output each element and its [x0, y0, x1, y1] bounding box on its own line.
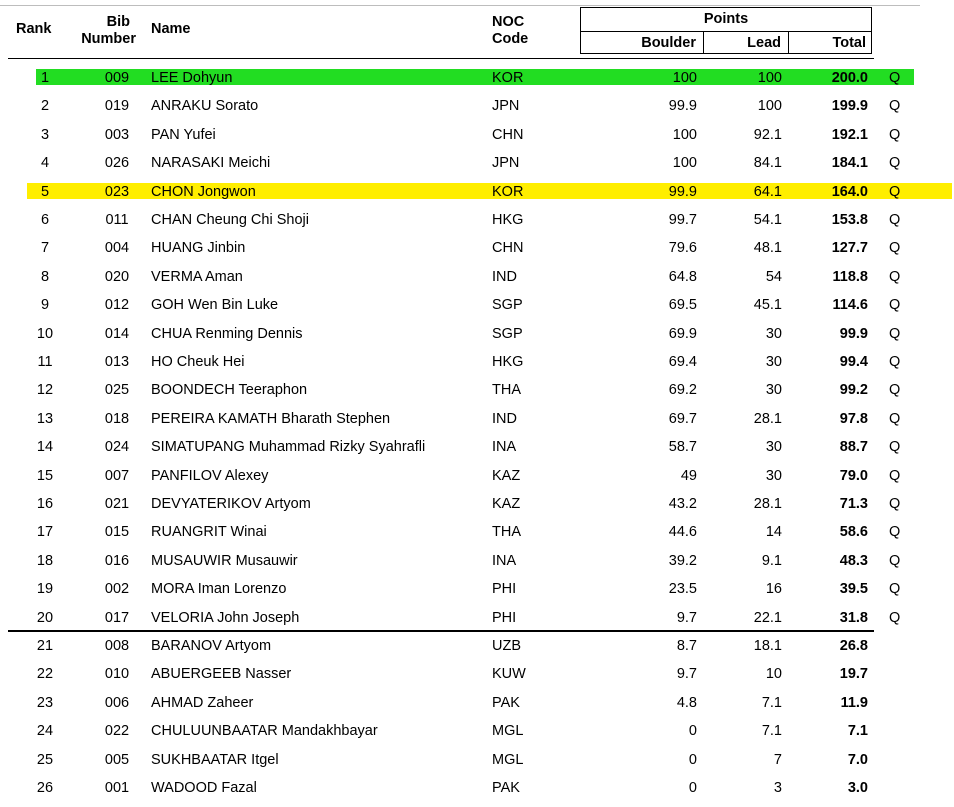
bib-cell: 022 — [104, 723, 130, 740]
table-row — [0, 353, 954, 371]
qualified-mark: Q — [889, 552, 901, 569]
qualified-mark: Q — [889, 155, 901, 172]
total-points: 200.0 — [831, 70, 868, 86]
rank-cell: 9 — [40, 297, 50, 314]
bib-cell: 025 — [104, 382, 130, 399]
table-row — [0, 325, 954, 343]
table-row — [0, 637, 954, 655]
bib-cell: 009 — [104, 70, 130, 86]
total-points: 88.7 — [839, 439, 868, 456]
noc-code: SGP — [492, 325, 523, 342]
lead-points: 7 — [773, 751, 782, 768]
noc-code: MGL — [492, 723, 524, 740]
header-rank: Rank — [16, 21, 52, 37]
noc-code: IND — [492, 410, 517, 427]
lead-points: 7.1 — [761, 694, 782, 711]
table-row — [0, 268, 954, 286]
lead-points: 30 — [765, 439, 782, 456]
rank-cell: 1 — [40, 70, 50, 86]
athlete-name: ABUERGEEB Nasser — [151, 666, 292, 683]
athlete-name: AHMAD Zaheer — [151, 694, 254, 711]
athlete-name: BOONDECH Teeraphon — [151, 382, 308, 399]
table-row — [0, 410, 954, 428]
bib-cell: 008 — [104, 638, 130, 654]
total-points: 7.0 — [847, 751, 868, 768]
lead-points: 64.1 — [753, 183, 782, 200]
total-points: 99.4 — [839, 354, 868, 370]
total-points: 199.9 — [831, 98, 868, 115]
qualified-mark: Q — [889, 98, 901, 115]
header-boulder: Boulder — [641, 35, 696, 51]
bib-cell: 007 — [104, 467, 130, 484]
boulder-points: 43.2 — [668, 496, 697, 512]
total-points: 39.5 — [839, 581, 868, 598]
rank-cell: 23 — [36, 694, 54, 711]
noc-code: THA — [492, 524, 521, 541]
boulder-points: 9.7 — [676, 609, 697, 626]
rank-cell: 21 — [36, 638, 54, 654]
boulder-points: 49 — [680, 467, 697, 484]
bib-cell: 003 — [104, 126, 130, 143]
lead-points: 30 — [765, 467, 782, 484]
athlete-name: WADOOD Fazal — [151, 780, 257, 796]
bib-cell: 018 — [104, 410, 130, 427]
noc-code: KUW — [492, 666, 526, 683]
rank-cell: 20 — [36, 609, 54, 626]
boulder-points: 39.2 — [668, 552, 697, 569]
bib-cell: 017 — [104, 609, 130, 626]
bib-cell: 014 — [104, 325, 130, 342]
boulder-points: 58.7 — [668, 439, 697, 456]
boulder-points: 0 — [688, 751, 697, 768]
top-rule — [0, 5, 920, 6]
points-col-divider-1 — [703, 31, 704, 53]
boulder-points: 100 — [672, 126, 697, 143]
noc-code: HKG — [492, 212, 524, 228]
total-points: 127.7 — [831, 240, 868, 257]
noc-code: KAZ — [492, 496, 521, 512]
bib-cell: 013 — [104, 354, 130, 370]
table-row — [0, 609, 954, 627]
boulder-points: 44.6 — [668, 524, 697, 541]
boulder-points: 0 — [688, 780, 697, 796]
table-row — [0, 126, 954, 144]
header-points: Points — [703, 11, 749, 27]
lead-points: 92.1 — [753, 126, 782, 143]
bib-cell: 019 — [104, 98, 130, 115]
table-row — [0, 438, 954, 456]
athlete-name: CHON Jongwon — [151, 183, 256, 200]
noc-code: PAK — [492, 780, 520, 796]
total-points: 153.8 — [831, 212, 868, 228]
total-points: 99.9 — [839, 325, 868, 342]
header-noc — [492, 14, 528, 48]
lead-points: 30 — [765, 325, 782, 342]
qualified-mark: Q — [889, 297, 901, 314]
qualified-mark: Q — [889, 524, 901, 541]
athlete-name: MORA Iman Lorenzo — [151, 581, 287, 598]
athlete-name: PEREIRA KAMATH Bharath Stephen — [151, 410, 391, 427]
header-noc-line1: NOC — [492, 14, 525, 30]
bib-cell: 006 — [104, 694, 130, 711]
rank-cell: 11 — [37, 354, 53, 370]
qualified-mark: Q — [889, 126, 901, 143]
boulder-points: 9.7 — [676, 666, 697, 683]
qualified-mark: Q — [889, 268, 901, 285]
bib-cell: 010 — [104, 666, 130, 683]
table-row — [0, 211, 954, 229]
qualified-mark: Q — [889, 410, 901, 427]
rank-cell: 26 — [36, 780, 54, 796]
table-row — [0, 779, 954, 797]
qualified-mark: Q — [889, 382, 901, 399]
table-row — [0, 523, 954, 541]
noc-code: PHI — [492, 581, 517, 598]
total-points: 71.3 — [839, 496, 868, 512]
athlete-name: HUANG Jinbin — [151, 240, 246, 257]
rank-cell: 4 — [40, 155, 50, 172]
total-points: 58.6 — [839, 524, 868, 541]
bib-cell: 021 — [104, 496, 130, 512]
bib-cell: 020 — [104, 268, 130, 285]
lead-points: 30 — [765, 382, 782, 399]
lead-points: 9.1 — [761, 552, 782, 569]
noc-code: SGP — [492, 297, 523, 314]
lead-points: 16 — [765, 581, 782, 598]
athlete-name: HO Cheuk Hei — [151, 354, 245, 370]
athlete-name: LEE Dohyun — [151, 70, 233, 86]
total-points: 48.3 — [839, 552, 868, 569]
lead-points: 28.1 — [753, 496, 782, 512]
qualified-mark: Q — [889, 212, 901, 228]
boulder-points: 69.5 — [668, 297, 697, 314]
noc-code: INA — [492, 439, 517, 456]
noc-code: PAK — [492, 694, 520, 711]
table-row — [0, 722, 954, 740]
qualified-mark: Q — [889, 609, 901, 626]
rank-cell: 22 — [36, 666, 54, 683]
noc-code: KOR — [492, 70, 524, 86]
rank-cell: 24 — [36, 723, 54, 740]
noc-code: KOR — [492, 183, 524, 200]
noc-code: PHI — [492, 609, 517, 626]
lead-points: 3 — [773, 780, 782, 796]
total-points: 31.8 — [839, 609, 868, 626]
table-row — [0, 296, 954, 314]
qualified-mark: Q — [889, 467, 901, 484]
rank-cell: 19 — [36, 581, 54, 598]
rank-cell: 13 — [36, 410, 54, 427]
rank-cell: 3 — [40, 126, 50, 143]
lead-points: 100 — [757, 70, 782, 86]
lead-points: 10 — [765, 666, 782, 683]
header-noc-line2: Code — [492, 31, 529, 47]
bib-cell: 026 — [104, 155, 130, 172]
table-row — [0, 665, 954, 683]
athlete-name: PAN Yufei — [151, 126, 216, 143]
qualified-mark: Q — [889, 325, 901, 342]
boulder-points: 99.9 — [668, 98, 697, 115]
athlete-name: BARANOV Artyom — [151, 638, 272, 654]
table-row — [0, 97, 954, 115]
bib-cell: 016 — [104, 552, 130, 569]
boulder-points: 8.7 — [676, 638, 697, 654]
lead-points: 30 — [765, 354, 782, 370]
qualified-mark: Q — [889, 70, 901, 86]
athlete-name: ANRAKU Sorato — [151, 98, 259, 115]
table-row — [0, 694, 954, 712]
athlete-name: CHUA Renming Dennis — [151, 325, 303, 342]
athlete-name: DEVYATERIKOV Artyom — [151, 496, 311, 512]
header-name: Name — [151, 21, 191, 37]
athlete-name: SUKHBAATAR Itgel — [151, 751, 279, 768]
lead-points: 22.1 — [753, 609, 782, 626]
rank-cell: 12 — [36, 382, 54, 399]
header-rule — [8, 58, 874, 59]
boulder-points: 99.9 — [668, 183, 697, 200]
bib-cell: 012 — [104, 297, 130, 314]
table-row — [0, 381, 954, 399]
bib-cell: 001 — [104, 780, 130, 796]
boulder-points: 79.6 — [668, 240, 697, 257]
athlete-name: VELORIA John Joseph — [151, 609, 300, 626]
bib-cell: 023 — [104, 183, 130, 200]
points-header-box — [580, 7, 872, 54]
lead-points: 14 — [765, 524, 782, 541]
athlete-name: GOH Wen Bin Luke — [151, 297, 279, 314]
qualified-mark: Q — [889, 496, 901, 512]
rank-cell: 17 — [36, 524, 54, 541]
lead-points: 48.1 — [753, 240, 782, 257]
total-points: 184.1 — [831, 155, 868, 172]
bib-cell: 024 — [104, 439, 130, 456]
noc-code: CHN — [492, 240, 524, 257]
header-lead: Lead — [747, 35, 781, 51]
lead-points: 28.1 — [753, 410, 782, 427]
total-points: 164.0 — [831, 183, 868, 200]
points-col-divider-2 — [788, 31, 789, 53]
boulder-points: 99.7 — [668, 212, 697, 228]
total-points: 11.9 — [840, 694, 868, 711]
rank-cell: 10 — [36, 325, 54, 342]
table-row — [0, 495, 954, 513]
boulder-points: 69.9 — [668, 325, 697, 342]
noc-code: JPN — [492, 98, 520, 115]
qualified-mark: Q — [889, 439, 901, 456]
lead-points: 54 — [765, 268, 782, 285]
table-row — [0, 183, 954, 201]
lead-points: 45.1 — [753, 297, 782, 314]
noc-code: JPN — [492, 155, 520, 172]
boulder-points: 100 — [672, 70, 697, 86]
boulder-points: 64.8 — [668, 268, 697, 285]
header-bib — [66, 14, 136, 48]
total-points: 118.8 — [832, 268, 868, 285]
lead-points: 100 — [757, 98, 782, 115]
total-points: 7.1 — [847, 723, 868, 740]
athlete-name: NARASAKI Meichi — [151, 155, 271, 172]
lead-points: 7.1 — [761, 723, 782, 740]
boulder-points: 4.8 — [676, 694, 697, 711]
rank-cell: 2 — [40, 98, 50, 115]
total-points: 19.7 — [839, 666, 868, 683]
total-points: 97.8 — [839, 410, 868, 427]
total-points: 192.1 — [831, 126, 868, 143]
boulder-points: 23.5 — [668, 581, 697, 598]
qualified-mark: Q — [889, 183, 901, 200]
rank-cell: 14 — [36, 439, 54, 456]
lead-points: 54.1 — [753, 212, 782, 228]
noc-code: THA — [492, 382, 521, 399]
noc-code: CHN — [492, 126, 524, 143]
boulder-points: 69.7 — [668, 410, 697, 427]
qualified-mark: Q — [889, 354, 901, 370]
athlete-name: PANFILOV Alexey — [151, 467, 269, 484]
header-total: Total — [832, 35, 866, 51]
athlete-name: SIMATUPANG Muhammad Rizky Syahrafli — [151, 439, 426, 456]
table-row — [0, 239, 954, 257]
boulder-points: 100 — [672, 155, 697, 172]
lead-points: 18.1 — [753, 638, 782, 654]
noc-code: MGL — [492, 751, 524, 768]
rank-cell: 18 — [36, 552, 54, 569]
rank-cell: 25 — [36, 751, 54, 768]
bib-cell: 011 — [105, 212, 129, 228]
total-points: 79.0 — [839, 467, 868, 484]
table-row — [0, 580, 954, 598]
qualified-mark: Q — [889, 581, 901, 598]
athlete-name: CHAN Cheung Chi Shoji — [151, 212, 309, 228]
lead-points: 84.1 — [753, 155, 782, 172]
noc-code: IND — [492, 268, 517, 285]
table-row — [0, 751, 954, 769]
rank-cell: 7 — [40, 240, 50, 257]
boulder-points: 69.4 — [668, 354, 697, 370]
rank-cell: 16 — [36, 496, 54, 512]
total-points: 3.0 — [847, 780, 868, 796]
qualified-mark: Q — [889, 240, 901, 257]
points-divider — [581, 31, 871, 32]
table-row — [0, 552, 954, 570]
bib-cell: 004 — [104, 240, 130, 257]
athlete-name: CHULUUNBAATAR Mandakhbayar — [151, 723, 378, 740]
header-bib-line2: Number — [81, 31, 136, 47]
qualification-cutoff-rule — [8, 630, 874, 632]
header-bib-line1: Bib — [106, 14, 130, 30]
table-row — [0, 69, 954, 87]
bib-cell: 015 — [104, 524, 130, 541]
noc-code: UZB — [492, 638, 521, 654]
athlete-name: VERMA Aman — [151, 268, 243, 285]
athlete-name: MUSAUWIR Musauwir — [151, 552, 298, 569]
rank-cell: 8 — [40, 268, 50, 285]
noc-code: KAZ — [492, 467, 521, 484]
table-row — [0, 467, 954, 485]
bib-cell: 002 — [104, 581, 130, 598]
rank-cell: 5 — [40, 183, 50, 200]
rank-cell: 6 — [40, 212, 50, 228]
boulder-points: 69.2 — [668, 382, 697, 399]
rank-cell: 15 — [36, 467, 54, 484]
total-points: 99.2 — [839, 382, 868, 399]
boulder-points: 0 — [688, 723, 697, 740]
athlete-name: RUANGRIT Winai — [151, 524, 267, 541]
total-points: 114.6 — [832, 297, 868, 314]
table-row — [0, 154, 954, 172]
noc-code: HKG — [492, 354, 524, 370]
bib-cell: 005 — [104, 751, 130, 768]
total-points: 26.8 — [839, 638, 868, 654]
noc-code: INA — [492, 552, 517, 569]
